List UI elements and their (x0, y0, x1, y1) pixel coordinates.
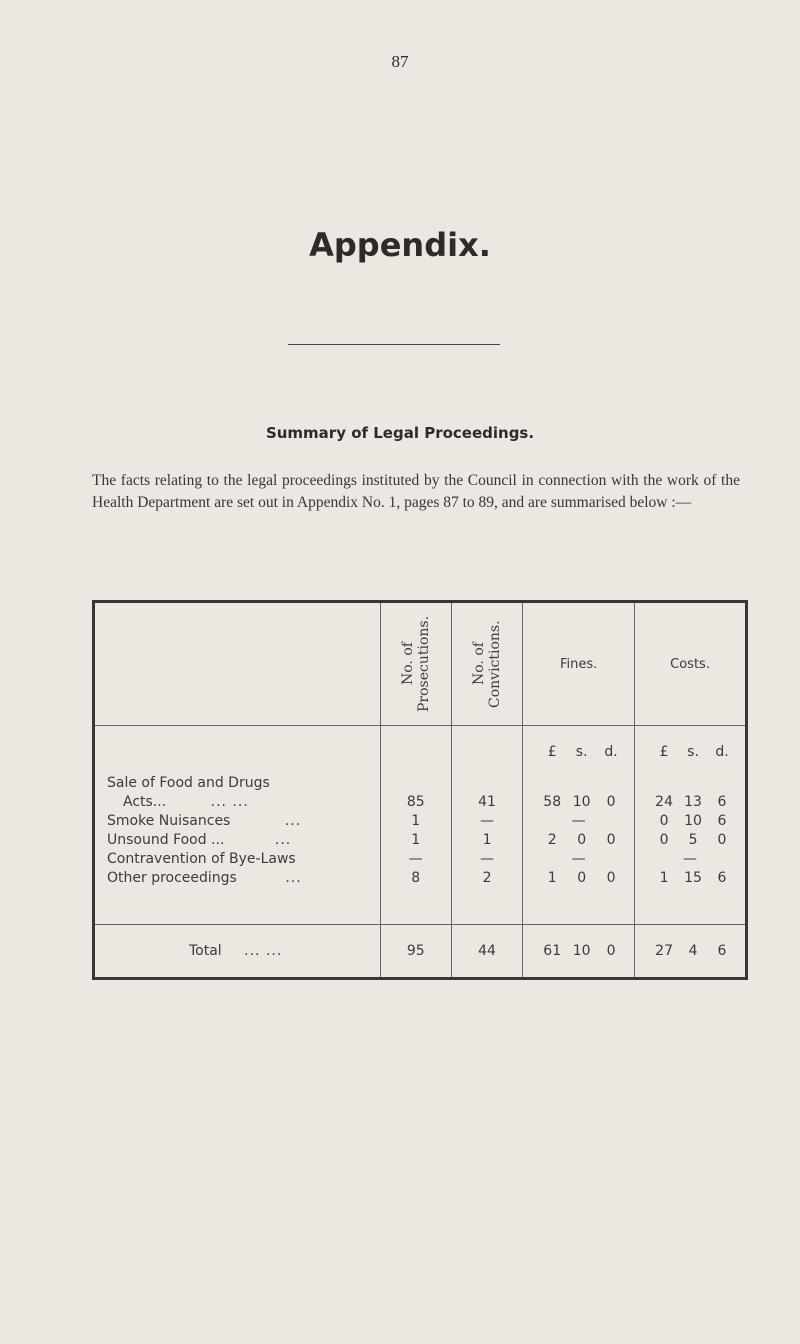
cell-prosecutions: 1 (380, 810, 451, 829)
cell-convictions: — (451, 810, 522, 829)
cell-fines: — (523, 848, 635, 867)
cell-fines: — (523, 810, 635, 829)
table-row: Other proceedings ... 8 2 1 0 0 1 15 6 (94, 867, 747, 886)
cell-prosecutions: 1 (380, 829, 451, 848)
page-number: 87 (391, 52, 409, 71)
header-costs: Costs. (635, 602, 747, 726)
table-row: Smoke Nuisances ... 1 — — 0 10 6 (94, 810, 747, 829)
cell-prosecutions: 8 (380, 867, 451, 886)
cell-convictions: 41 (451, 791, 522, 810)
divider (288, 344, 500, 345)
units-row (94, 726, 747, 772)
cell-convictions: 1 (451, 829, 522, 848)
table-row (94, 772, 747, 791)
costs-units: £ s. d. (659, 744, 729, 760)
cell-prosecutions: 85 (380, 791, 451, 810)
total-convictions: 44 (451, 924, 522, 978)
header-blank (94, 602, 381, 726)
total-row (94, 924, 747, 978)
header-convictions: No. of Convictions. (451, 602, 522, 726)
header-fines: Fines. (523, 602, 635, 726)
cell-prosecutions: — (380, 848, 451, 867)
table-row (94, 848, 747, 867)
fines-units: £ s. d. (547, 744, 618, 760)
table-row: Acts... ... ... 85 41 58 10 0 24 13 6 (94, 791, 747, 810)
row-label: Other proceedings ... (107, 870, 302, 886)
cell-convictions: 2 (451, 867, 522, 886)
row-label: Unsound Food ... ... (107, 832, 292, 848)
summary-table (92, 600, 748, 980)
total-fines: 61 10 0 (543, 942, 616, 959)
cell-convictions: — (451, 848, 522, 867)
row-label: Acts... ... ... (123, 794, 249, 810)
section-heading: Summary of Legal Proceedings. (265, 424, 535, 442)
intro-paragraph: The facts relating to the legal proceedings instituted by the Council in connection with the work of the Health Department are set out in Appendix No. 1, pages 87 to 89, and are summarised below :— (92, 472, 740, 511)
table-row: Unsound Food ... ... 1 1 2 0 0 0 5 0 (94, 829, 747, 848)
total-prosecutions: 95 (380, 924, 451, 978)
cell-costs: — (635, 848, 747, 867)
total-costs: 27 4 6 (655, 942, 727, 959)
row-label: Contravention of Bye-Laws (107, 851, 296, 867)
row-label: Sale of Food and Drugs (107, 775, 270, 791)
header-prosecutions: No. of Prosecutions. (380, 602, 451, 726)
page-title: Appendix. (309, 226, 491, 264)
total-label: Total ... ... (94, 924, 381, 978)
header-row (94, 602, 747, 726)
row-label: Smoke Nuisances ... (107, 813, 302, 829)
